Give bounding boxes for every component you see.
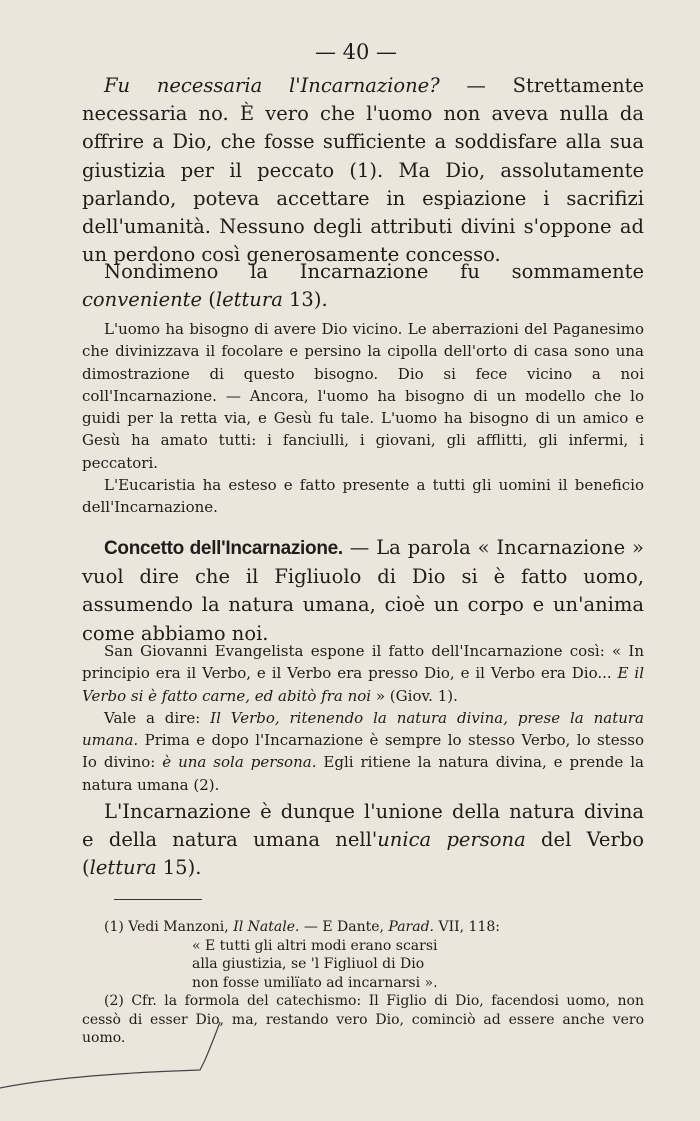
definition-italic: unica persona <box>377 828 526 852</box>
explanation-lead: Vale a dire: <box>104 708 211 727</box>
paragraph-concept <box>82 534 644 648</box>
question-lead: Fu necessaria l'Incarnazione? <box>104 74 440 97</box>
explanation-end: Egli ritiene la natura divina, e prende la natura umana (2). <box>82 753 644 794</box>
paragraph-necessity <box>82 72 644 269</box>
definition-mid: del Verbo ( <box>82 828 644 880</box>
footnote-2: (2) Cfr. la formola del catechismo: Il Figlio di Dio, facendosi uomo, non cessò di esser Dio, ma, restando vero Dio, cominciò ad essere anche vero uomo. <box>82 993 644 1046</box>
explanation-text: Prima e dopo l'Incarnazione è sempre lo stesso Verbo, lo stesso Io divino: <box>82 731 644 772</box>
pen-stroke-mark <box>0 1000 700 1121</box>
definition-end: 15). <box>156 856 202 880</box>
verse-line: alla giustizia, se 'l Figliuol di Dio <box>192 956 425 972</box>
gospel-text: San Giovanni Evangelista espone il fatto dell'Incarnazione così: « In principio era il Verbo, e il Verbo era presso Dio, e il Verbo era Dio... <box>82 642 644 683</box>
gospel-italic: E il Verbo si è fatto carne, ed abitò fra noi <box>82 664 644 705</box>
small-print-gospel <box>82 640 644 796</box>
convenience-paren-open: ( <box>202 288 216 312</box>
section-heading: Concetto dell'Incarnazione. <box>104 538 343 559</box>
gospel-explanation <box>82 707 644 796</box>
footnote-1-ref: VII, 118: <box>434 919 500 935</box>
convenience-italic: conveniente <box>82 288 203 312</box>
footnote-1 <box>82 918 644 937</box>
convenience-text: Nondimeno la Incarnazione fu sommamente <box>104 260 644 283</box>
definition-lettura: lettura <box>89 856 157 880</box>
paragraph-convenience <box>82 258 644 314</box>
dante-verse <box>82 937 644 993</box>
footnote-separator <box>114 899 202 900</box>
footnote-1-mid: — E Dante, <box>299 919 389 935</box>
footnote-1-text: (1) Vedi Manzoni, <box>104 919 234 935</box>
footnote-1-parad: Parad. <box>388 919 435 935</box>
small-print-explanation <box>82 318 644 519</box>
explanation-italic-1: Il Verbo, ritenendo la natura divina, prese la natura umana. <box>82 708 644 750</box>
page-number: — 40 — <box>314 40 398 64</box>
verse-line: « E tutti gli altri modi erano scarsi <box>192 937 438 954</box>
paragraph-definition <box>82 798 644 883</box>
small-paragraph-1: L'uomo ha bisogno di avere Dio vicino. Le aberrazioni del Paganesimo che divinizzava il focolare e persino la cipolla dell'orto di casa sono una dimostrazione di questo bisogno. Dio si fece vicino a noi coll'Incarnazione. — Ancora, l'uomo ha bisogno di un modello che lo guidi per la retta via, e Gesù fu tale. L'uomo ha bisogno di un amico e Gesù ha amato tutti: i fanciulli, i giovani, gli afflitti, gli infermi, i peccatori. <box>82 320 644 472</box>
convenience-reference: 13). <box>282 288 328 312</box>
verse-line: non fosse umilïato ad incarnarsi ». <box>192 974 438 991</box>
gospel-citation: » (Giov. 1). <box>371 686 458 705</box>
convenience-lettura: lettura <box>215 288 283 312</box>
small-paragraph-2: L'Eucaristia ha esteso e fatto presente a tutti gli uomini il beneficio dell'Incarnazione. <box>82 476 644 517</box>
concept-text: — La parola « Incarnazione » vuol dire che il Figliuolo di Dio si è fatto uomo, assumendo la natura umana, cioè un corpo e un'anima come abbiamo noi. <box>82 536 644 645</box>
gospel-quote <box>82 640 644 707</box>
footnote-1-work: Il Natale. <box>233 919 300 935</box>
explanation-italic-2: è una sola persona. <box>162 753 317 772</box>
definition-text: L'Incarnazione è dunque l'unione della natura divina e della natura umana nell' <box>82 800 644 852</box>
paragraph-necessity-text: — Strettamente necessaria no. È vero che l'uomo non aveva nulla da offrire a Dio, che fosse sufficiente a soddisfare alla sua giustizia per il peccato (1). Ma Dio, assolutamente parlando, poteva accettare in espiazione i sacrifizi dell'umanità. Nessuno degli attributi divini s'oppone ad un perdono così generosamente concesso. <box>82 74 644 267</box>
